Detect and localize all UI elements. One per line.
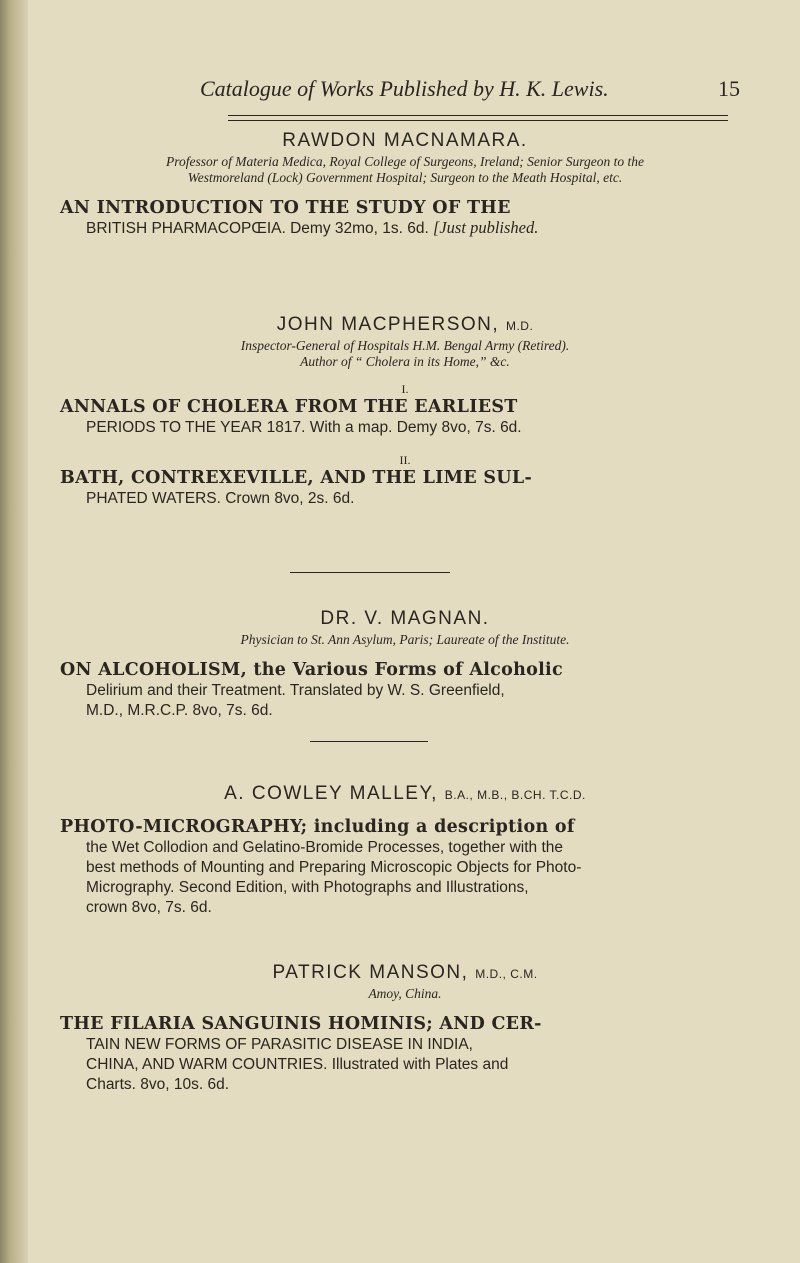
affiliation-line: Author of “ Cholera in its Home,” &c. [300,354,510,369]
work-entry [60,198,750,238]
work-details-line: M.D., M.R.C.P. 8vo, 7s. 6d. [86,702,273,719]
page-number: 15 [718,76,740,101]
author-degrees: M.D. [505,319,534,333]
author-affiliation: Amoy, China. [368,986,442,1001]
work-details: PHATED WATERS. Crown 8vo, 2s. 6d. [86,490,355,507]
work-details-line: CHINA, AND WARM COUNTRIES. Illustrated with Plates and [86,1056,509,1073]
affiliation-line: Inspector-General of Hospitals H.M. Bengal Army (Retired). [240,338,570,353]
publication-note: [Just published. [432,218,539,237]
running-head-title: Catalogue of Works Published by H. K. Lewis. [200,76,609,101]
work-number: I. [401,382,409,396]
affiliation-line: Westmoreland (Lock) Government Hospital; Surgeon to the Meath Hospital, etc. [187,170,623,185]
entry-manson [60,962,750,1094]
work-entry [60,660,750,720]
work-details-line: best methods of Mounting and Preparing Microscopic Objects for Photo- [86,859,582,876]
work-details-line: Delirium and their Treatment. Translated by W. S. Greenfield, [86,682,505,699]
work-details-line: Micrography. Second Edition, with Photographs and Illustrations, [86,879,529,896]
author-name [60,783,750,805]
section-divider [310,741,428,742]
book-gutter [0,0,28,1263]
work-details: PERIODS TO THE YEAR 1817. With a map. Demy 8vo, 7s. 6d. [86,419,522,436]
work-title: ON ALCOHOLISM, the Various Forms of Alcoholic [60,660,563,680]
author-name: RAWDON MACNAMARA. [282,130,528,151]
work-details-line: TAIN NEW FORMS OF PARASITIC DISEASE IN INDIA, [86,1036,473,1053]
work-title: AN INTRODUCTION TO THE STUDY OF THE [60,198,511,218]
work-number: II. [399,453,411,467]
author-affiliation [60,154,750,186]
work-details-line: the Wet Collodion and Gelatino-Bromide Processes, together with the [86,839,564,856]
catalogue-page [60,0,780,1263]
work-title: ANNALS OF CHOLERA FROM THE EARLIEST [60,397,518,417]
running-head [200,76,740,110]
author-affiliation [60,338,750,370]
work-entry [60,817,750,917]
author-degrees: M.D., C.M. [475,967,538,981]
section-divider [290,572,450,573]
author-degrees: B.A., M.B., B.CH. T.C.D. [444,788,586,802]
author-name [60,962,750,984]
entry-macnamara [60,130,750,238]
affiliation-line: Professor of Materia Medica, Royal College of Surgeons, Ireland; Senior Surgeon to the [166,154,644,169]
work-entry [60,1014,750,1094]
work-details: BRITISH PHARMACOPŒIA. Demy 32mo, 1s. 6d. [86,220,429,237]
work-details-line: crown 8vo, 7s. 6d. [86,899,212,916]
author-name-text: PATRICK MANSON, [272,962,469,983]
author-name [60,314,750,336]
work-details-line: Charts. 8vo, 10s. 6d. [86,1076,230,1093]
header-double-rule [228,115,728,121]
entry-magnan [60,608,750,720]
work-title: PHOTO-MICROGRAPHY; including a description of [60,817,575,837]
author-name-text: A. COWLEY MALLEY, [224,783,438,804]
entry-macpherson [60,314,750,508]
work-title: THE FILARIA SANGUINIS HOMINIS; AND CER- [60,1014,542,1034]
work-entry [60,397,750,437]
author-name-text: JOHN MACPHERSON, [276,314,500,335]
work-title: BATH, CONTREXEVILLE, AND THE LIME SUL- [60,468,533,488]
author-name: DR. V. MAGNAN. [320,608,490,629]
author-affiliation: Physician to St. Ann Asylum, Paris; Laureate of the Institute. [240,632,570,647]
entry-malley [60,783,750,917]
work-entry [60,468,750,508]
